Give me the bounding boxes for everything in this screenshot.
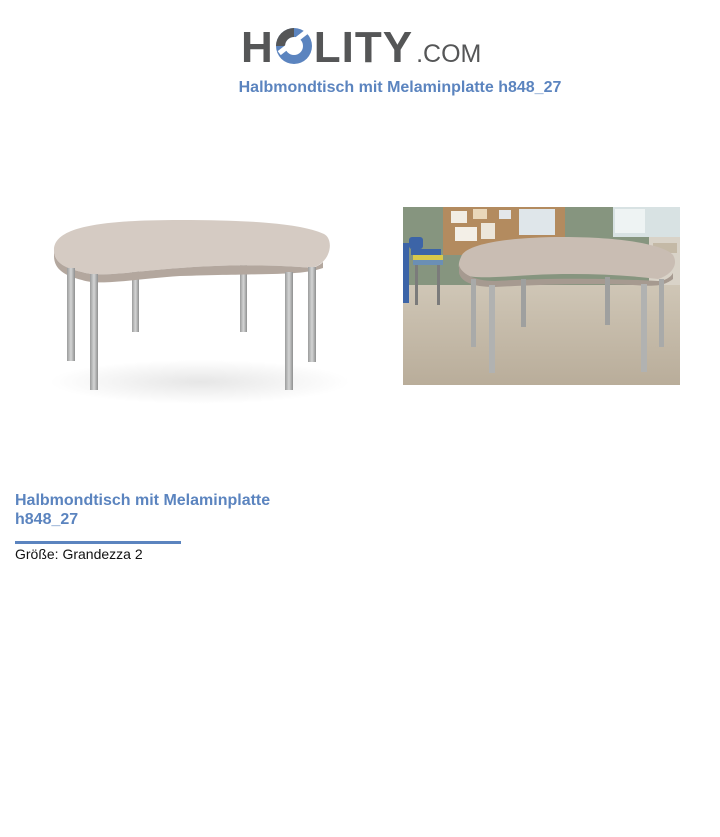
holity-logo[interactable]	[241, 10, 482, 72]
product-name: Halbmondtisch mit Melaminplatte h848_27	[15, 492, 271, 528]
logo-o-icon	[274, 22, 314, 68]
size-label: Größe:	[15, 546, 59, 562]
product-size	[15, 546, 143, 563]
product-image-classroom	[403, 207, 680, 385]
page-title: Halbmondtisch mit Melaminplatte h848_27	[238, 79, 562, 96]
logo-domain: .COM	[416, 40, 482, 68]
size-value: Grandezza 2	[62, 546, 143, 562]
logo-letters-lity: LITY	[313, 23, 414, 72]
title-underline	[15, 541, 181, 544]
logo-letter-h: H	[241, 23, 274, 72]
product-image-studio	[40, 192, 360, 422]
